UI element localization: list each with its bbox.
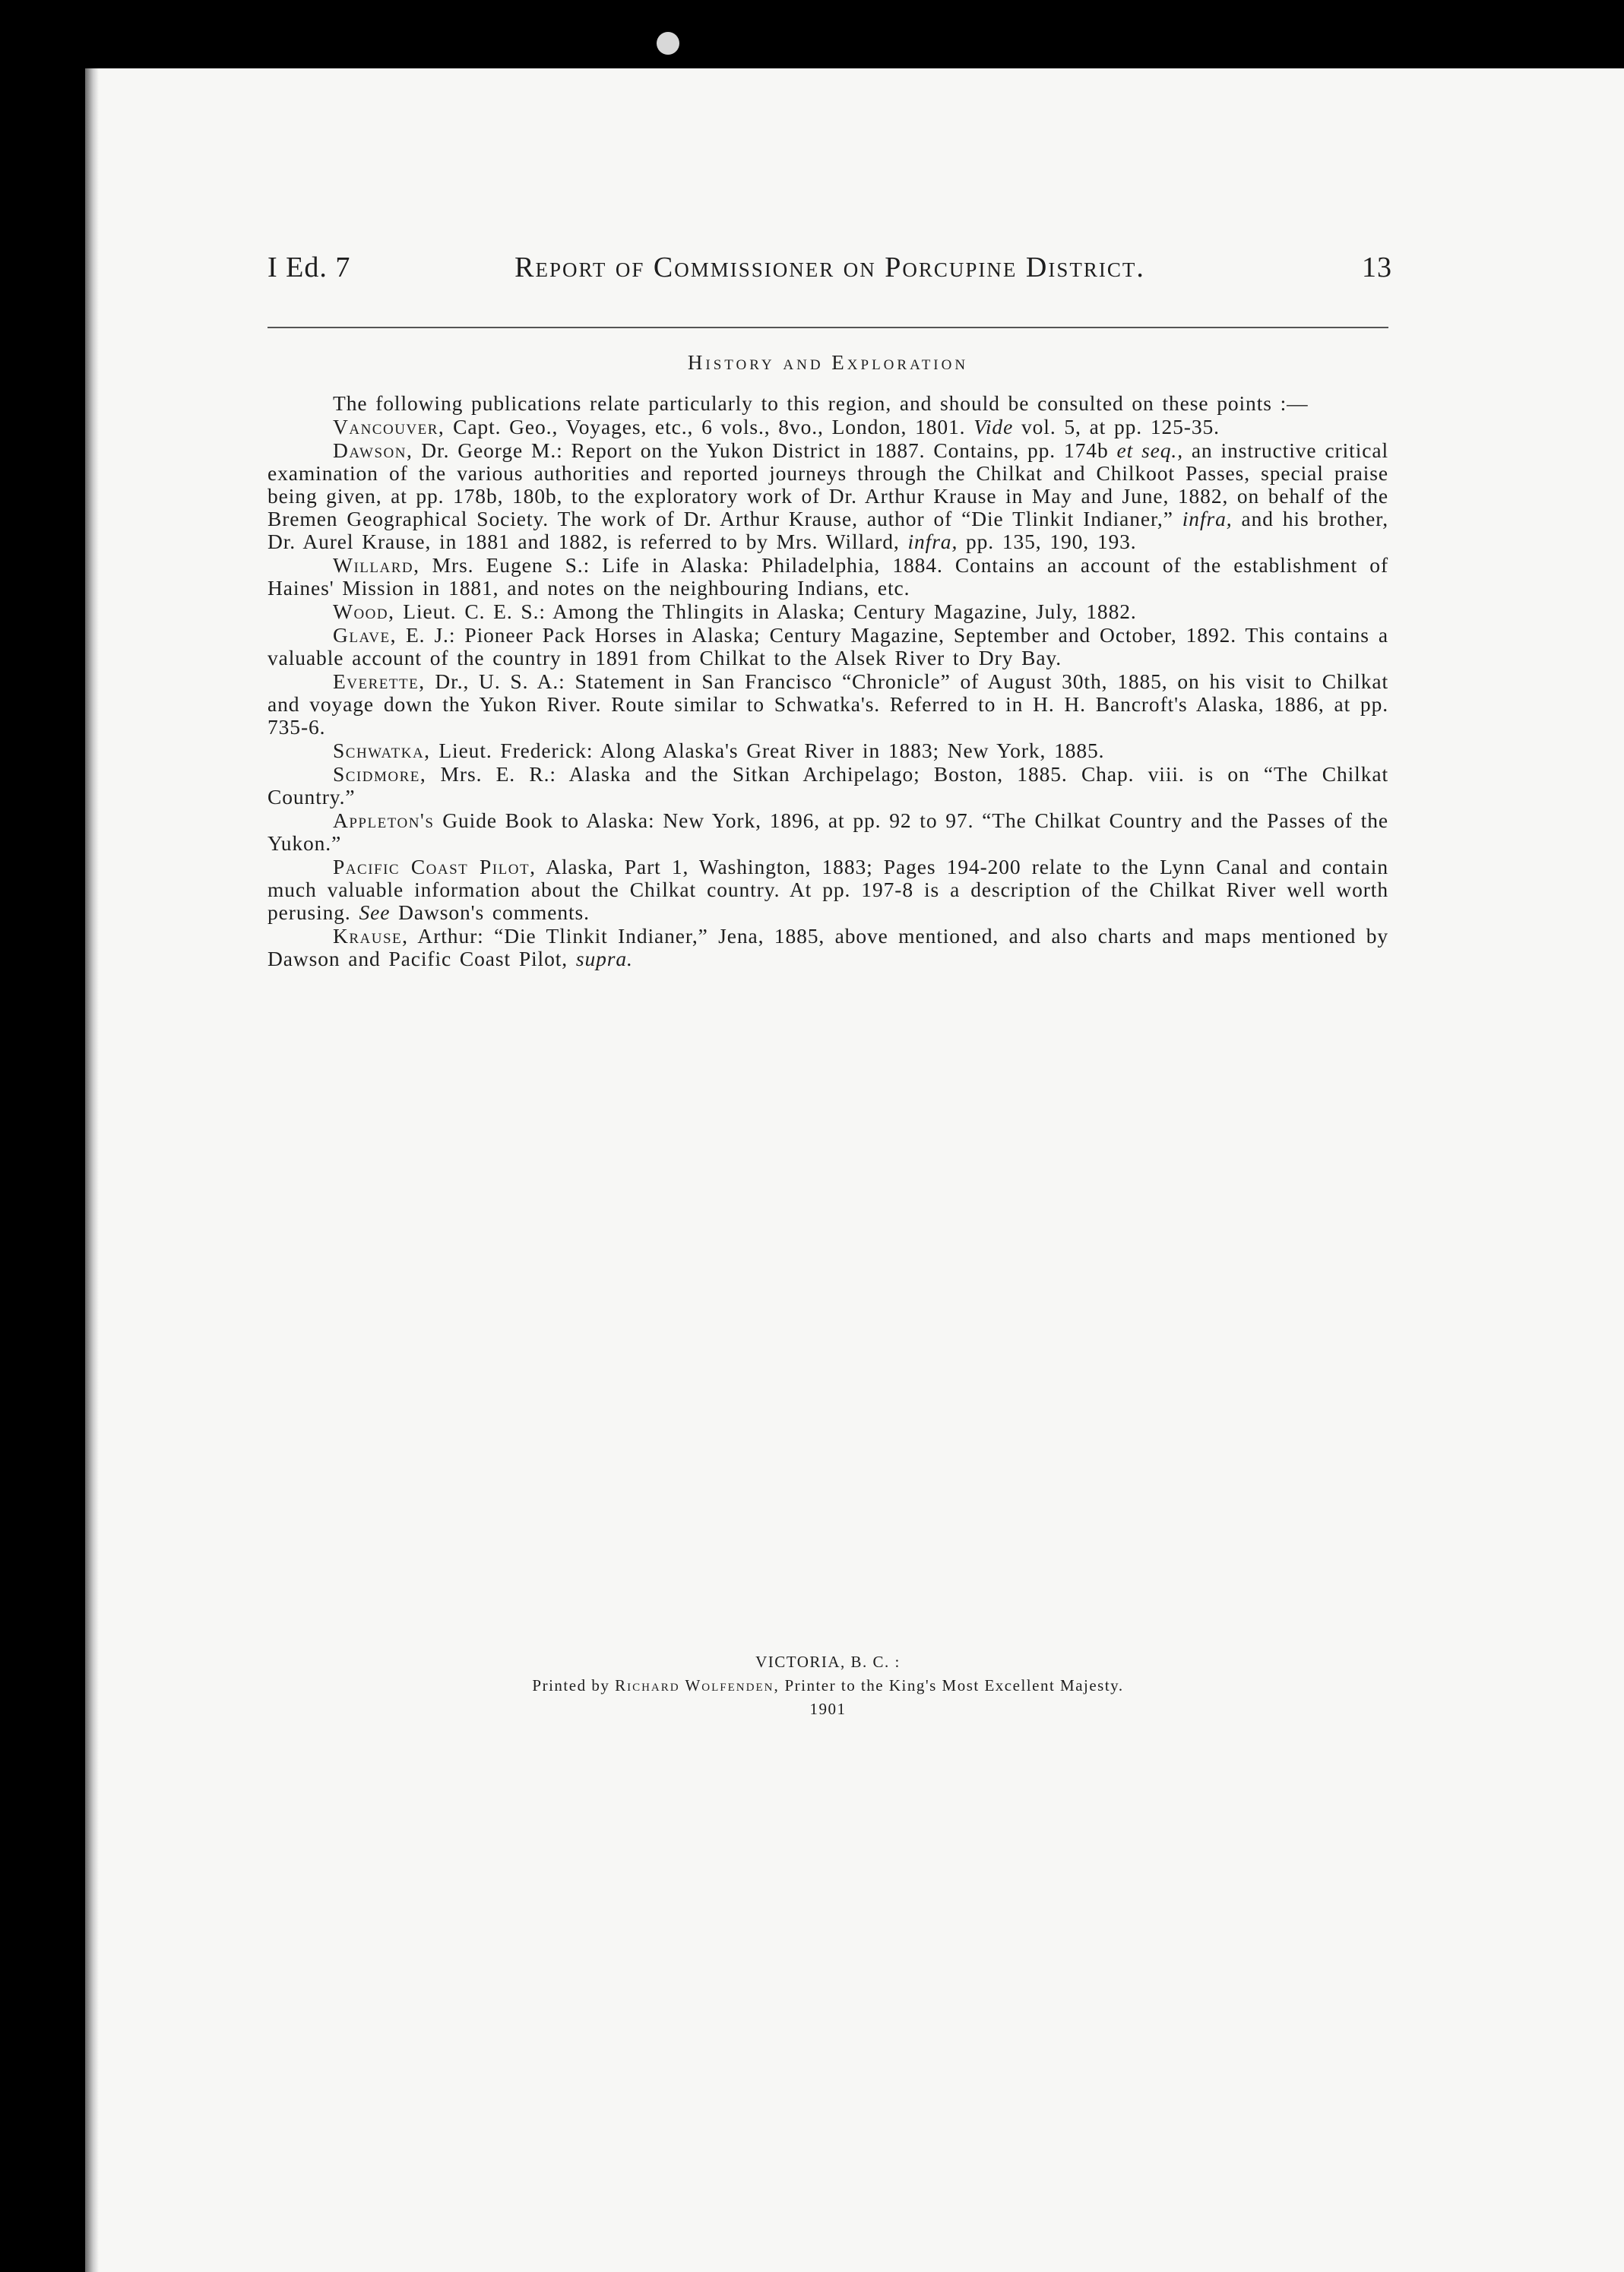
- bibliography-entry: [268, 670, 1388, 739]
- bibliography-entry: [268, 416, 1388, 438]
- bibliography-entry: [268, 624, 1388, 669]
- entry-text: and his brother, Dr. Aurel Krause, in 1881 and 1882, is referred to by Mrs. Willard,: [268, 507, 1388, 553]
- entry-text: Capt. Geo., Voyages, etc., 6 vols., 8vo., London, 1801.: [445, 415, 974, 438]
- imprint-place: VICTORIA, B. C. :: [755, 1653, 901, 1671]
- entry-italic: Vide: [973, 415, 1014, 438]
- entry-author: Dawson,: [333, 438, 413, 462]
- scan-speck-top: [657, 32, 679, 55]
- entry-author: Wood,: [333, 600, 395, 623]
- entry-author: Scidmore,: [333, 762, 427, 786]
- header-rule: [268, 327, 1388, 328]
- entry-author: Vancouver,: [333, 415, 445, 438]
- bibliography-entry: [268, 739, 1388, 762]
- header-page-number: 13: [1362, 252, 1392, 283]
- bibliography-entry: [268, 925, 1388, 970]
- entry-text: Dr. George M.: Report on the Yukon District in 1887. Contains, pp. 174b: [413, 438, 1117, 462]
- entry-author: Everette,: [333, 669, 426, 693]
- bibliography-entry: [268, 763, 1388, 808]
- entry-italic: supra.: [575, 947, 633, 970]
- imprint-year: 1901: [809, 1700, 847, 1718]
- entry-text: Mrs. Eugene S.: Life in Alaska: Philadelphia, 1884. Contains an account of the establishment of Haines' Mission in 1881, and notes on the neighbouring Indians, etc.: [268, 553, 1388, 600]
- header-title: Report of Commissioner on Porcupine District.: [514, 252, 1145, 283]
- entry-author: Schwatka,: [333, 739, 431, 762]
- entry-author: Krause,: [333, 924, 409, 948]
- bibliography-entry: [268, 856, 1388, 924]
- entry-text: Mrs. E. R.: Alaska and the Sitkan Archipelago; Boston, 1885. Chap. viii. is on “The Chilkat Country.”: [268, 762, 1388, 808]
- entry-text: Dr., U. S. A.: Statement in San Francisco “Chronicle” of August 30th, 1885, on his visit to Chilkat and voyage down the Yukon River. Route similar to Schwatka's. Referred to in H. H. Bancroft's Alaska, 1886, at pp. 735-6.: [268, 669, 1388, 739]
- entry-text: pp. 135, 190, 193.: [958, 530, 1137, 553]
- entry-text: an instructive critical examination of the various authorities and reported journeys through the Chilkat and Chilkoot Passes, special praise being given, at pp. 178b, 180b, to the exploratory work of Dr. Arthur Krause in May and June, 1882, on behalf of the Bremen Geographical Society. The work of Dr. Arthur Krause, author of “Die Tlinkit Indianer,”: [268, 438, 1388, 530]
- bibliography-entry: [268, 809, 1388, 855]
- entry-text: Lieut. Frederick: Along Alaska's Great River in 1883; New York, 1885.: [430, 739, 1105, 762]
- entry-italic: et seq.,: [1116, 438, 1183, 462]
- bibliography-entry: [268, 554, 1388, 600]
- entry-text: Dawson's comments.: [390, 900, 590, 924]
- entry-italic: See: [359, 900, 391, 924]
- entry-author: Pacific Coast Pilot,: [333, 855, 537, 878]
- entry-text: Lieut. C. E. S.: Among the Thlingits in Alaska; Century Magazine, July, 1882.: [394, 600, 1137, 623]
- entry-text: Arthur: “Die Tlinkit Indianer,” Jena, 1885, above mentioned, and also charts and maps mentioned by Dawson and Pacific Coast Pilot,: [268, 924, 1388, 970]
- bibliography-entry: [268, 439, 1388, 553]
- entry-text: Alaska, Part 1, Washington, 1883; Pages 194-200 relate to the Lynn Canal and contain much valuable information about the Chilkat country. At pp. 197-8 is a description of the Chilkat River well worth perusing.: [268, 855, 1388, 924]
- entry-author: Glave,: [333, 623, 397, 647]
- entry-italic: infra,: [907, 530, 958, 553]
- bibliography-body: [268, 392, 1388, 971]
- entry-text: Guide Book to Alaska: New York, 1896, at pp. 92 to 97. “The Chilkat Country and the Passes of the Yukon.”: [268, 808, 1388, 855]
- imprint-printed-prefix: Printed by: [532, 1676, 616, 1695]
- imprint-footer: [268, 1650, 1388, 1721]
- imprint-printed-suffix: Printer to the King's Most Excellent Majesty.: [779, 1676, 1124, 1695]
- entry-italic: infra,: [1182, 507, 1233, 530]
- entry-text: vol. 5, at pp. 125-35.: [1013, 415, 1220, 438]
- entry-text: E. J.: Pioneer Pack Horses in Alaska; Century Magazine, September and October, 1892. This contains a valuable account of the country in 1891 from Chilkat to the Alsek River to Dry Bay.: [268, 623, 1388, 669]
- entry-author: Willard,: [333, 553, 420, 577]
- section-title: History and Exploration: [687, 351, 969, 374]
- intro-paragraph: The following publications relate particularly to this region, and should be consulted on these points :—: [333, 391, 1309, 415]
- imprint-printer-line: [268, 1674, 1388, 1698]
- entry-author: Appleton's: [333, 808, 435, 832]
- header-document-code: I Ed. 7: [268, 252, 351, 283]
- document-page: [85, 68, 1624, 2272]
- bibliography-entry: [268, 600, 1388, 623]
- imprint-printer-name: Richard Wolfenden,: [615, 1676, 780, 1695]
- running-header: [268, 251, 1392, 289]
- binding-gutter-shadow: [85, 68, 99, 2272]
